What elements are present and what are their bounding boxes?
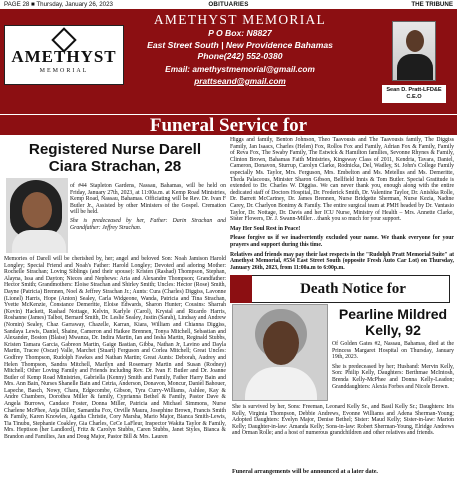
email-secondary: prattseand@gmail.com [194, 75, 286, 86]
darell-survivors [4, 256, 226, 442]
darell-service-details: of #44 Stapleton Gardens, Nassau, Bahamas, will be held on Friday, January 27th, 2023, at 11:00a.m. at Kemp Road Ministries, Kemp Road, Nassau, Bahamas. Officiating will be Rev. Dr. Ivan F Butler Jr., Assisted by other Ministers of the Gospel. Cremation will be held. [70, 183, 226, 216]
pearline-name-line2: Kelly, 92 [365, 322, 421, 338]
logo-sub: MEMORIAL [39, 67, 89, 74]
corner-accent [230, 275, 252, 303]
ceo-head [406, 30, 424, 52]
ceo-suit [397, 54, 433, 81]
phone: Phone(242) 552-0380 [197, 51, 283, 62]
funeral-arrangements-note: Funeral arrangements will be announced at a later date. [232, 469, 378, 475]
pearline-name-line1: Pearline Mildred [338, 306, 448, 322]
darell-name-line1: Registered Nurse Darell [28, 141, 202, 158]
po-box: P O Box: N8827 [208, 28, 272, 38]
pearline-body [245, 367, 317, 401]
business-name: AMETHYST MEMORIAL [153, 12, 327, 27]
ceo-title: C.E.O [406, 94, 422, 100]
funeral-banner: Funeral Service for [0, 114, 457, 135]
darell-intro [70, 183, 226, 233]
darell-obituary-continued [230, 137, 454, 274]
death-notice-title: Death Notice for [300, 281, 406, 297]
pearline-face [263, 321, 299, 365]
darell-face [22, 192, 52, 228]
pearline-name [332, 306, 454, 338]
pearline-survived-by: She is survived by her, Sons: Freeman, Leonard Kelly Sr., and Basil Kelly Sr.; Daughters: Iris Kelly, Virginia Thompson, Debbie Andrews, Evonne Williams and Adena Sherman-Young; Adopted Daughters: Evelyn Major, Denise Bethel; Sister: Maud Kelly; Sister-in-law: Marion Kelly; Daughter-in-law: Amanda Kelly; Sons-in-law: Robert Sherman-Young, Elridge Andrews and Orman Rolle; and a host of numerous grandchildren and other relatives and friends. [232, 404, 454, 437]
darell-predeceased: She is predeceased by her, Father: Darin Strachan and Grandfather: Jeffrey Strachan. [70, 217, 226, 231]
darell-viewing: Relatives and friends may pay their last respects in the "Rudolph Pratt Memorial Suite" at Amethyst Memorial, #534 East Street South (opposite Fresh Auto Car Lot) on Thursday, January 26th, 2023, from 11:00a.m to 6:00p.m. [230, 251, 454, 271]
pearline-intro [332, 341, 454, 393]
pearline-survivors [232, 404, 454, 439]
ceo-name: Sean D. Pratt-LFD&E [386, 87, 442, 93]
darell-rest-in-peace: May Her Soul Rest in Peace! [230, 225, 301, 232]
darell-memories: Memories of Darell will be cherished by, her; angel and beloved Son: Noah Jamison Harold Longley; Special Friend and Noah's Father: Harold Longley; Devoted and adoring Mother: Rochelle Strachan; Loving Siblings (and their spouse): Kristen (Rashad) Thompson, Stephan, Alayna, Issa and Dayton; Nieces and Nephews: Aria and Alexandre Thompson; Grandfather: Hector Smith; Grandmothers: Eloise Strachan and Shirley Smith; Uncles: Hector (Rose) Smith, Dayne (Patricia) Brennen, Noel & Jeffrey Strachan Jr.; Aunts: Cura (Charles) Diggiss, Lavonne (Lionel) Harris, Hope (Anton) Sealey, Carla Widgeone, Wanda, Patricia and Tina Strachan, Yvette McKenzie, Constance Demeritte, Eloise Edwards, Sharon Hunter; Cousins: Sharrah (Kevin) Hackett, Rashad Nottage, Kelvin, Karlyle (Carol), Krystal and Ricardo Harris, Roshanne (James) Talbot, Bernard Smith, Dr. Leslie Sealey, Justin (Sarah), Lindsay and Andrew (Nomin) Sealey, Chaz Garraway, Chazelle, Karran, Kiara, William and Chianna Diggiss, Sandaya Lewis, Daniel, Shaine, Cameron and Haikee Brennen, Tonya Mitchell, Sebastian and Alexander, Boston (Blaise) Mwanza, Dr. Indira Martin, Ian and Iesha Martin, Reginald Stubbs, Kristen Tamara Garcia, Gabreon Martin, Gaige Bastian, Gibba, Nathan Jr, Lavino and Dayla Martin, Tracee (Oscar) Valle, Marchet (Stuart) Ferguson and Corlea Mitchell; Great Uncles: Godfrey Thompson, Rudolph Fawkes and Nathan Martin; Great Aunts: Deborah, Audrey and Helen Thompson, Sandra Mitchell, Marilyn and Rosemary Martin and Susan (Rodney) Mitchell; Other Loving Family and Friends including Rev. Dr. Ivan F. Butler and Dr. Joanne Butler of Kemp Road Ministries, Gabriella (Kenny) Smith and Family, Father Harry Bain and Mrs. Ann Bain, Nurses Shanelle Bain and Cetria, Anderson, Donavon, Moncur, Daniel Bahouer, Lapeche, Basch, Nowy, Chara, Edgecombe, Gibson, Tyra Curry-Williams, Ashlee, Kay & Andre Chambers, Dorothea Miller & family, Cyprianna Bethel & Family, Pastor Dave & Angela Burrows, Candace Foster, Donna Miller, Patricia and Michael Simmons, Nurse Charlene McPhee, Anja Diller, Samantha Fox, Orville Maura, Josephine Brown, Francis Smith & Family, Karen Knowles, Agatha Christie, Cory Marsha, Mario Major, Bianca Smith-Lewis, Tia Tinubu, Stephanie Coakley, Gia Charles, CeCe LaFleur, Inspector Wakita Taylor & Family, Mrs. Heptison (her Landlord), Fritz & Carolyn Stubbs, Caren Stubbs, Janet Styles, Bianca & Brandon and Families, Jan and Doug Major, Pastor Bill & Mrs. Lauren [4, 256, 226, 441]
darell-body [12, 230, 66, 253]
ceo-photo [392, 21, 436, 81]
logo-word: AMETHYST [11, 46, 117, 66]
darell-name-line2: Ciara Strachan, 28 [48, 158, 182, 175]
page-date: PAGE 28 ■ Thursday, January 26, 2023 [4, 1, 113, 8]
business-header [0, 9, 457, 114]
section-name: OBITUARIES [208, 1, 249, 8]
pearline-photo [232, 304, 328, 401]
ceo-caption [382, 85, 446, 103]
pearline-death-details: Of Golden Gates #2, Nassau, Bahamas, died at the Princess Margaret Hospital on Thursday, January 19th, 2023. [332, 341, 454, 361]
page-header-bar [0, 0, 457, 9]
darell-obituary [4, 137, 226, 480]
darell-name [4, 141, 226, 175]
address: East Street South | New Providence Bahamas [147, 39, 333, 50]
darell-continued: Higgs and family, Benton Johnson, Theo Taavousis and The Taavousis family, The Diggiss Family, Jan Isaacs, Charles (Helen) Fox, Rollos Fox and Family, Adrian Fox & Family, Family of Reva Fox, The Swaby Family, The Estwick & Hamilton families, Sevonne Rhynes & Family, Clinton Brown, Bahamas Faith Ministries, Kingsway Class of 2011, Kendria, Tavara, Daniel, Cameron, Donavon, Sturrup, Carolyn Clarke, Rodnicka, Del, Wadley, St. John's College Family especially Ms. Taylor, Mrs. Ferguson, Mrs. Embelton and Ms. Metellus and Ms. Demeritte, Theda Palaceous, Minister Sharon Gibson, Bellfield Innis & Tom Butler. Special Gratitude is extended to Dr. Charles W. Diggiss. We can never thank you, enough along with the entire dedicated staff of Doctors Hospital, Dr. Frederick Smith, Dr. Valentine Taylor, Dr. Anishka Rolle, Dr. Barrett McCartney, Dr. James Brennen, Nurse Bridgette Sherman, Nurse Kezia, Nadine Carey, Dr. Charlyon Bonimy & Family. The entire surgical team at PMH headed by Dr. Vantasio Taylor, Dr. Nottage, Dr. Davis and her ICU Nurse, Ministry of Health – Mrs. Annette Clarke, Sister Flowers, Dr. J. Swann-Miller…thank you so much for your support. [230, 137, 454, 223]
pearline-predeceased: She is predeceased by her; Husband: Mervin Kelly, Son: Philip Kelly, Daughters: Berthmae McIntosh, Brenda Kelly-McPhee and Donna Kelly-Leadon; Granddaughters: Alexia Forbes and Nicole Brown. [332, 363, 454, 390]
amethyst-logo [4, 25, 124, 85]
email: Email: amethystmemorial@gmail.com [165, 63, 315, 74]
death-notice-heading [230, 275, 450, 303]
darell-apology: Please forgive us if we inadvertently excluded your name. We thank everyone for your prayers and support during this time. [230, 235, 454, 248]
darell-photo [6, 178, 68, 253]
paper-name: THE TRIBUNE [411, 1, 453, 8]
business-info [125, 12, 355, 87]
